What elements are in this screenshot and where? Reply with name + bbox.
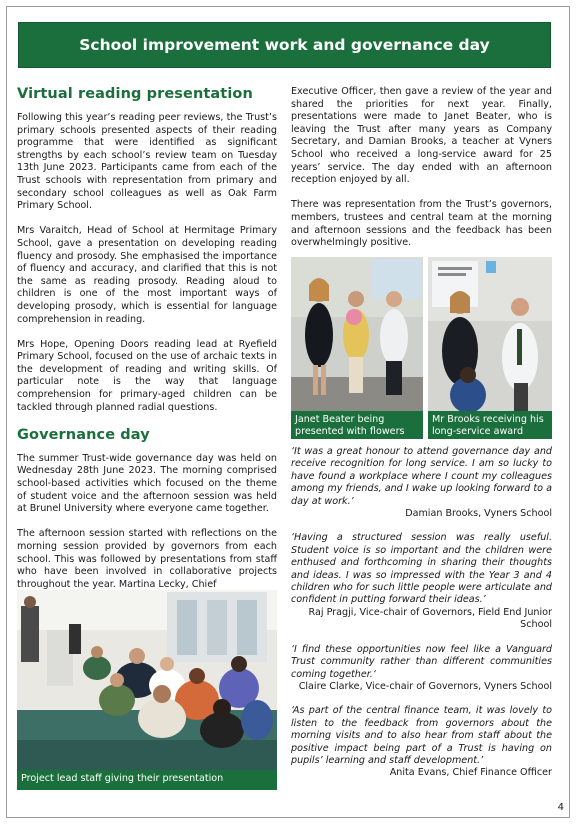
right-column <box>291 86 552 262</box>
audience-caption-text: Project lead staff giving their presentation <box>21 773 224 784</box>
quote-attribution: Anita Evans, Chief Finance Officer <box>389 767 552 779</box>
presentation-photos <box>291 257 552 439</box>
heading-virtual-reading: Virtual reading presentation <box>17 86 253 102</box>
flowers-photo-caption <box>291 411 423 439</box>
quote-text: ‘Having a structured session was really useful. Student voice is so important and the children were enthused and forthcoming in sharing their thoughts and ideas. I was so impressed with the Year 3 and 4 children who for such little people were articulate and confident in putting forward their ideas.’ <box>291 532 552 606</box>
governance-paragraph-4: There was representation from the Trust’s governors, members, trustees and central team at the morning and afternoon sessions and the feedback has been overwhelmingly positive. <box>291 199 552 249</box>
flowers-caption-text: Janet Beater being presented with flowers <box>295 414 405 437</box>
page-title-banner <box>18 22 551 68</box>
reading-paragraph-3: Mrs Hope, Opening Doors reading lead at Ryefield Primary School, focused on the use of archaic texts in the development of reading and writing skills. Of particular note is the way that language comprehension for primary-aged children can be tackled through planned radial questions. <box>17 338 277 413</box>
governance-paragraph-1: The summer Trust-wide governance day was held on Wednesday 28th June 2023. The morning comprised school-based activities which focused on the theme of student voice and the afternoon session was held at Brunel University where everyone came together. <box>17 452 277 515</box>
reading-paragraph-1: Following this year’s reading peer reviews, the Trust’s primary schools presented aspects of their reading programme that were identified as significant strengths by each school’s review team on Tuesday 13th June 2023. Participants came from each of the Trust schools with representation from primary and secondary school colleagues as well as Oak Farm Primary School. <box>17 112 277 212</box>
flowers-photo <box>291 257 423 411</box>
award-photo-caption <box>428 411 552 439</box>
testimonial-quotes <box>291 446 552 792</box>
governance-paragraph-2: The afternoon session started with reflections on the morning session provided by governors from each school. This was followed by presentations from staff who have been involved in collaborative projects throughout the year. Martina Lecky, Chief <box>17 528 277 590</box>
audience-photo-caption <box>17 770 277 790</box>
left-column <box>17 86 277 604</box>
heading-governance-day: Governance day <box>17 426 150 443</box>
award-photo <box>428 257 552 411</box>
page-title: School improvement work and governance day <box>79 36 490 54</box>
quote-text: ‘As part of the central finance team, it was lovely to listen to the feedback from governors about the morning visits and to also hear from staff about the positive impact being part of a Trust is having on pupils’ learning and staff development.’ <box>291 705 552 766</box>
audience-photo <box>17 590 277 790</box>
quote-attribution: Damian Brooks, Vyners School <box>405 508 552 520</box>
governance-paragraph-3: Executive Officer, then gave a review of the year and shared the priorities for next year. Finally, presentations were made to Janet Beater, who is leaving the Trust after many years as Company Secretary, and Damian Brooks, a teacher at Vyners School who received a long-service award for 25 years’ service. The day ended with an afternoon reception enjoyed by all. <box>291 86 552 186</box>
quote-text: ‘I find these opportunities now feel like a Vanguard Trust community rather than different communities coming together.‘ <box>291 643 552 680</box>
page-number: 4 <box>557 802 564 813</box>
quote-attribution: Claire Clarke, Vice-chair of Governors, Vyners School <box>298 680 552 692</box>
award-caption-text: Mr Brooks receiving his long-service award <box>432 414 544 437</box>
quote-text: ‘It was a great honour to attend governance day and receive recognition for long service. I am so lucky to have found a workplace where I count my colleagues among my friends, and I wake up looking forward to a day at work.’ <box>291 446 552 507</box>
reading-paragraph-2: Mrs Varaitch, Head of School at Hermitage Primary School, gave a presentation on developing reading fluency and prosody. She emphasised the importance of fluency and accuracy, and clarified that this is not the same as reading prosody. Reading aloud to children is one of the most important ways of developing prosody, which is essential for language comprehension in reading. <box>17 225 277 325</box>
quote-attribution: Raj Pragji, Vice-chair of Governors, Field End Junior School <box>308 606 552 631</box>
